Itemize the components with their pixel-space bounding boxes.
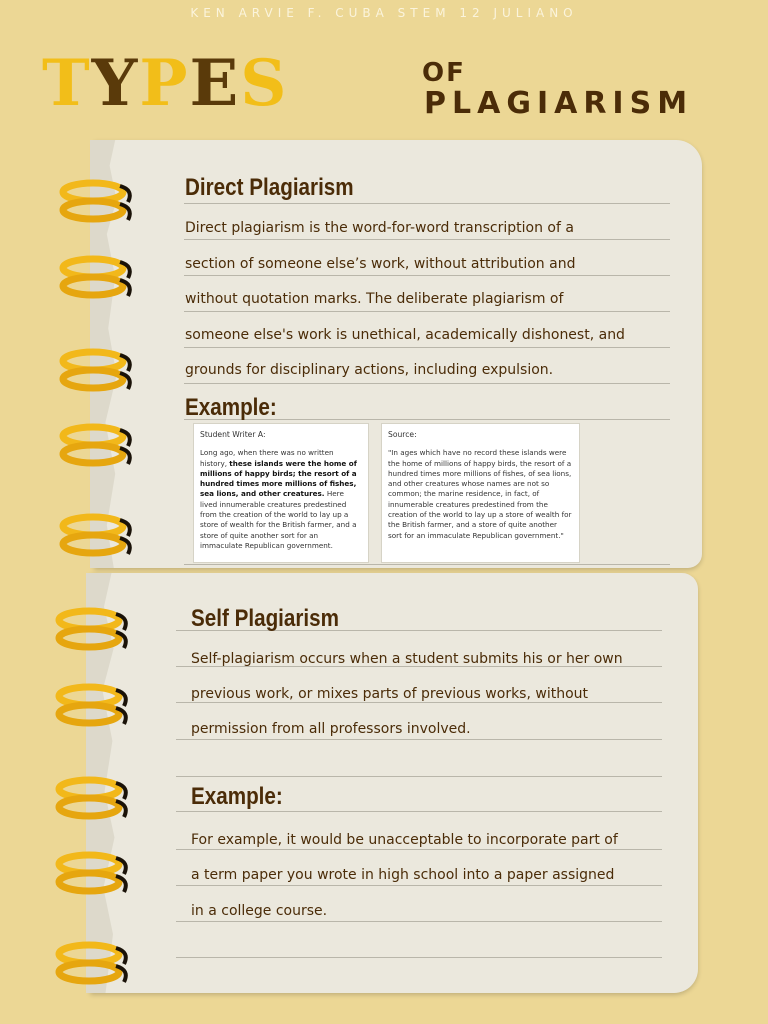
direct-text-line-4: someone else's work is unethical, academically dishonest, and (185, 327, 625, 343)
source-label: Source: (388, 430, 417, 439)
self-text-line-2: previous work, or mixes parts of previous works, without (191, 686, 589, 702)
student-writer-label: Student Writer A: (200, 430, 266, 439)
ruled-line (184, 239, 670, 240)
binder-ring-icon (54, 773, 134, 827)
binder-ring-icon (58, 252, 138, 306)
binder-ring-icon (54, 680, 134, 734)
self-example-line-1: For example, it would be unacceptable to incorporate part of (191, 832, 618, 848)
direct-text-line-3: without quotation marks. The deliberate plagiarism of (185, 291, 564, 307)
ruled-line (184, 275, 670, 276)
ruled-line (184, 564, 670, 565)
binder-ring-icon (58, 510, 138, 564)
binder-ring-icon (58, 176, 138, 230)
self-text-line-1: Self-plagiarism occurs when a student submits his or her own (191, 651, 623, 667)
direct-text-line-1: Direct plagiarism is the word-for-word transcription of a (185, 220, 574, 236)
binder-ring-icon (58, 420, 138, 474)
binder-ring-icon (58, 345, 138, 399)
title-types (42, 46, 289, 121)
self-plagiarism-heading: Self Plagiarism (191, 605, 339, 632)
self-example-line-3: in a college course. (191, 903, 328, 919)
binder-ring-icon (54, 938, 134, 992)
notebook-page-self (90, 573, 698, 993)
ruled-line (184, 311, 670, 312)
binder-ring-icon (54, 604, 134, 658)
direct-text-line-2: section of someone else’s work, without attribution and (185, 256, 576, 272)
ruled-line (176, 849, 662, 850)
binder-ring-icon (54, 848, 134, 902)
ruled-line (176, 811, 662, 812)
ruled-line (176, 921, 662, 922)
self-example-heading: Example: (191, 783, 283, 810)
ruled-line (184, 347, 670, 348)
source-example (381, 423, 580, 563)
title-letter-y: Y (91, 46, 140, 121)
self-example-line-2: a term paper you wrote in high school into a paper assigned (191, 867, 615, 883)
author-line: KEN ARVIE F. CUBA STEM 12 JULIANO (190, 6, 578, 20)
ruled-line (176, 885, 662, 886)
notebook-page-direct (94, 140, 702, 568)
direct-example-heading: Example: (185, 394, 277, 421)
title-of: OF (422, 58, 466, 88)
student-writer-text: Long ago, when there was no written history, these islands were the home of millions of happy birds; the resort of a hundred times more millions of fishes, sea lions, and other creatures. Here lived innumerable creatures predestined from the creation of the world to lay up a store of wealth for the British farmer, and a store of quite another sort for an immaculate Republican government. (200, 448, 357, 550)
source-text: "In ages which have no record these islands were the home of millions of happy birds, the resort of a hundred times more millions of fishes, of sea lions, and other creatures whose names are not so common; the marine residence, in fact, of innumerable creatures predestined from the creation of the world to lay up a store of wealth for the British farmer, and a store of quite another sort for an immaculate Republican government." (388, 448, 572, 540)
ruled-line (184, 383, 670, 384)
direct-plagiarism-heading: Direct Plagiarism (185, 174, 354, 201)
title-letter-s: S (240, 46, 289, 121)
title-plagiarism: PLAGIARISM (424, 86, 694, 121)
title-letter-p: P (139, 46, 190, 121)
ruled-line (176, 957, 662, 958)
ruled-line (176, 702, 662, 703)
title-letter-t: T (42, 46, 92, 121)
direct-text-line-5: grounds for disciplinary actions, including expulsion. (185, 362, 554, 378)
student-writer-example (193, 423, 369, 563)
self-text-line-3: permission from all professors involved. (191, 721, 471, 737)
ruled-line (176, 776, 662, 777)
title-letter-e: E (189, 46, 241, 121)
ruled-line (176, 739, 662, 740)
ruled-line (184, 203, 670, 204)
